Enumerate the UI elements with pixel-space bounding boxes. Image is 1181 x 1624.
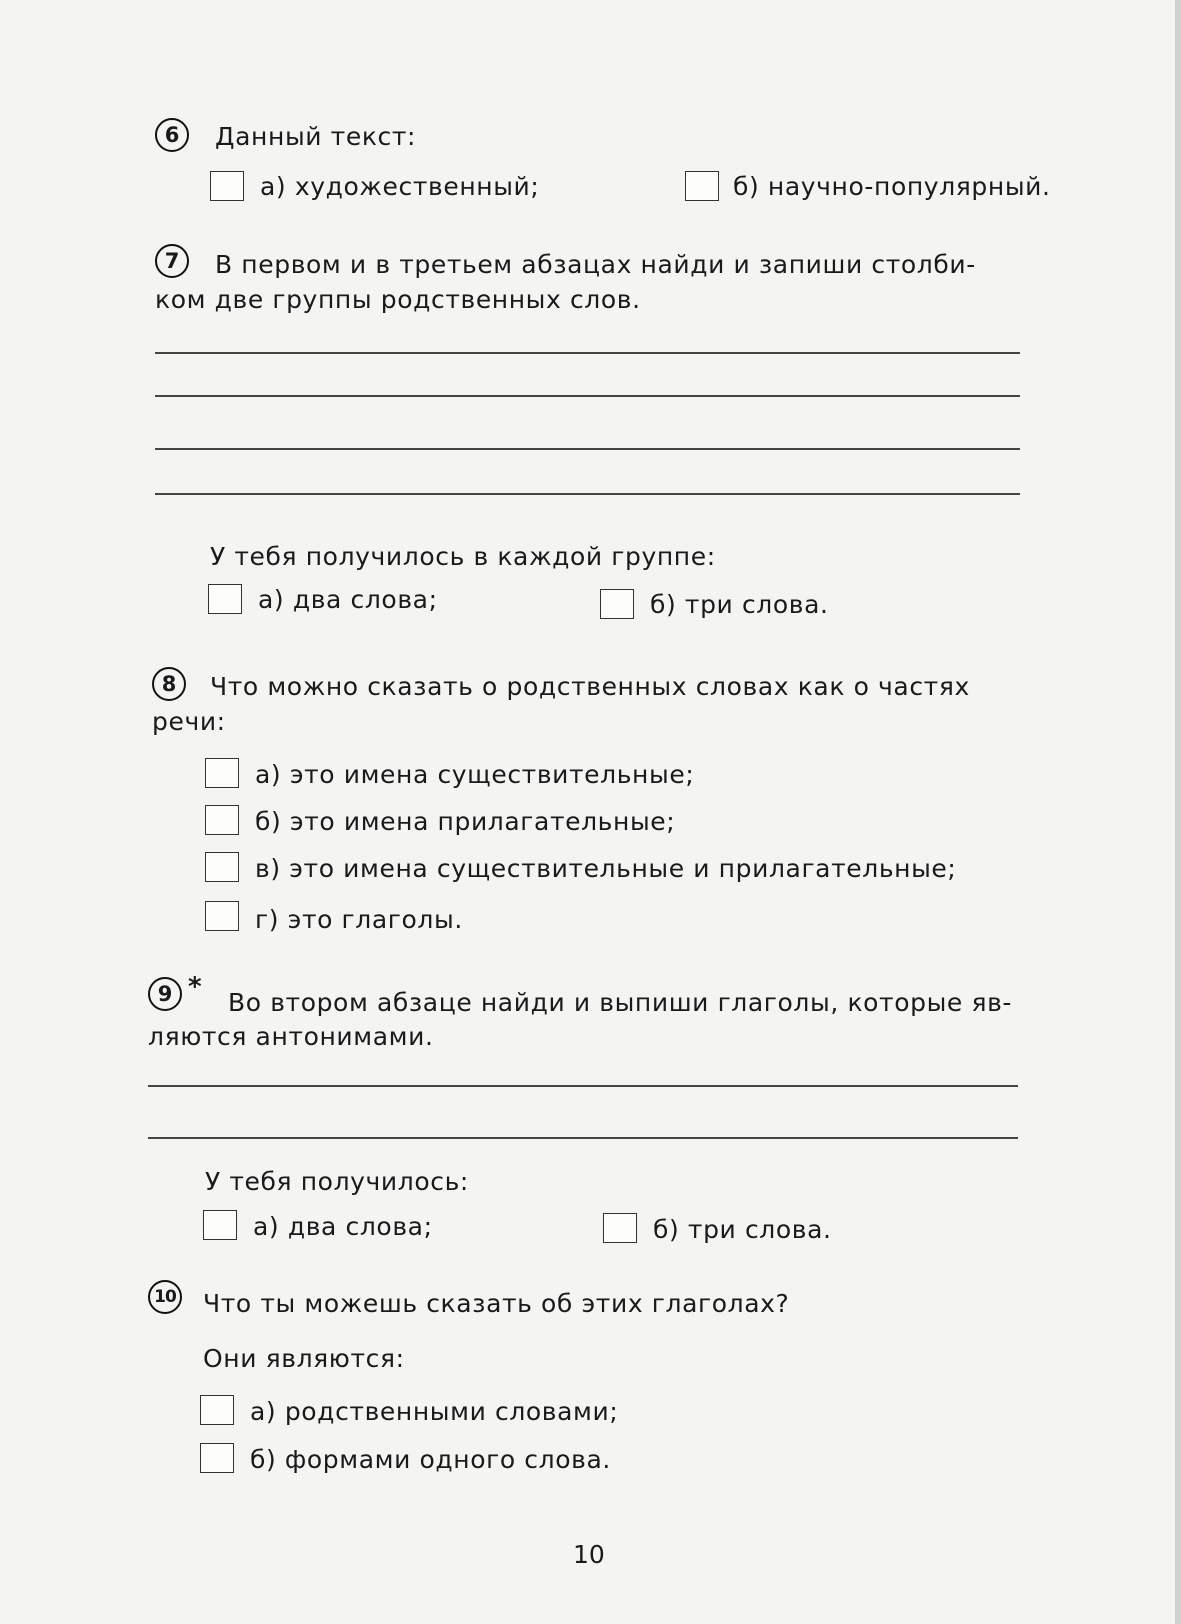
q6-option-b-checkbox[interactable]	[685, 171, 719, 201]
q8-option-a-checkbox[interactable]	[205, 758, 239, 788]
page-edge-shadow	[1175, 0, 1181, 1624]
question-9-number: 9	[148, 977, 182, 1011]
q7-option-a-label: а) два слова;	[258, 585, 438, 614]
q7-followup-text: У тебя получилось в каждой группе:	[210, 542, 716, 571]
question-9-text-line2: ляются антонимами.	[148, 1022, 434, 1051]
question-8-text-line2: речи:	[152, 707, 226, 736]
question-7-number: 7	[155, 244, 189, 278]
question-8-number: 8	[152, 667, 186, 701]
q6-option-a-label: а) художественный;	[260, 172, 540, 201]
question-10-text-line1: Что ты можешь сказать об этих глаголах?	[203, 1289, 790, 1318]
q9-option-b-checkbox[interactable]	[603, 1213, 637, 1243]
question-9-star: *	[188, 972, 202, 1002]
q8-option-c-checkbox[interactable]	[205, 852, 239, 882]
q8-option-c-label: в) это имена существительные и прилагательные;	[255, 854, 957, 883]
q7-option-a-checkbox[interactable]	[208, 584, 242, 614]
q10-option-a-label: а) родственными словами;	[250, 1397, 619, 1426]
q9-answer-line-1[interactable]	[148, 1085, 1018, 1087]
q9-option-a-label: а) два слова;	[253, 1212, 433, 1241]
question-6-text: Данный текст:	[215, 122, 417, 151]
question-9-text-line1: Во втором абзаце найди и выпиши глаголы, которые яв-	[228, 988, 1013, 1017]
q7-option-b-label: б) три слова.	[650, 590, 829, 619]
q10-option-b-label: б) формами одного слова.	[250, 1445, 611, 1474]
q7-answer-line-2[interactable]	[155, 395, 1020, 397]
q9-followup-text: У тебя получилось:	[205, 1167, 469, 1196]
question-7-text-line2: ком две группы родственных слов.	[155, 285, 641, 314]
q7-answer-line-3[interactable]	[155, 448, 1020, 450]
page-number: 10	[573, 1540, 605, 1569]
q9-option-a-checkbox[interactable]	[203, 1210, 237, 1240]
q8-option-d-checkbox[interactable]	[205, 901, 239, 931]
q8-option-d-label: г) это глаголы.	[255, 905, 463, 934]
q10-option-a-checkbox[interactable]	[200, 1395, 234, 1425]
question-10-number: 10	[148, 1280, 182, 1314]
q7-answer-line-4[interactable]	[155, 493, 1020, 495]
q9-answer-line-2[interactable]	[148, 1137, 1018, 1139]
question-10-text-line2: Они являются:	[203, 1344, 405, 1373]
q10-option-b-checkbox[interactable]	[200, 1443, 234, 1473]
q9-option-b-label: б) три слова.	[653, 1215, 832, 1244]
q7-option-b-checkbox[interactable]	[600, 589, 634, 619]
q6-option-a-checkbox[interactable]	[210, 171, 244, 201]
q8-option-b-label: б) это имена прилагательные;	[255, 807, 676, 836]
q8-option-a-label: а) это имена существительные;	[255, 760, 695, 789]
q7-answer-line-1[interactable]	[155, 352, 1020, 354]
question-7-text-line1: В первом и в третьем абзацах найди и запиши столби-	[215, 250, 976, 279]
question-6-number: 6	[155, 118, 189, 152]
q8-option-b-checkbox[interactable]	[205, 805, 239, 835]
q6-option-b-label: б) научно-популярный.	[733, 172, 1051, 201]
question-8-text-line1: Что можно сказать о родственных словах как о частях	[210, 672, 970, 701]
